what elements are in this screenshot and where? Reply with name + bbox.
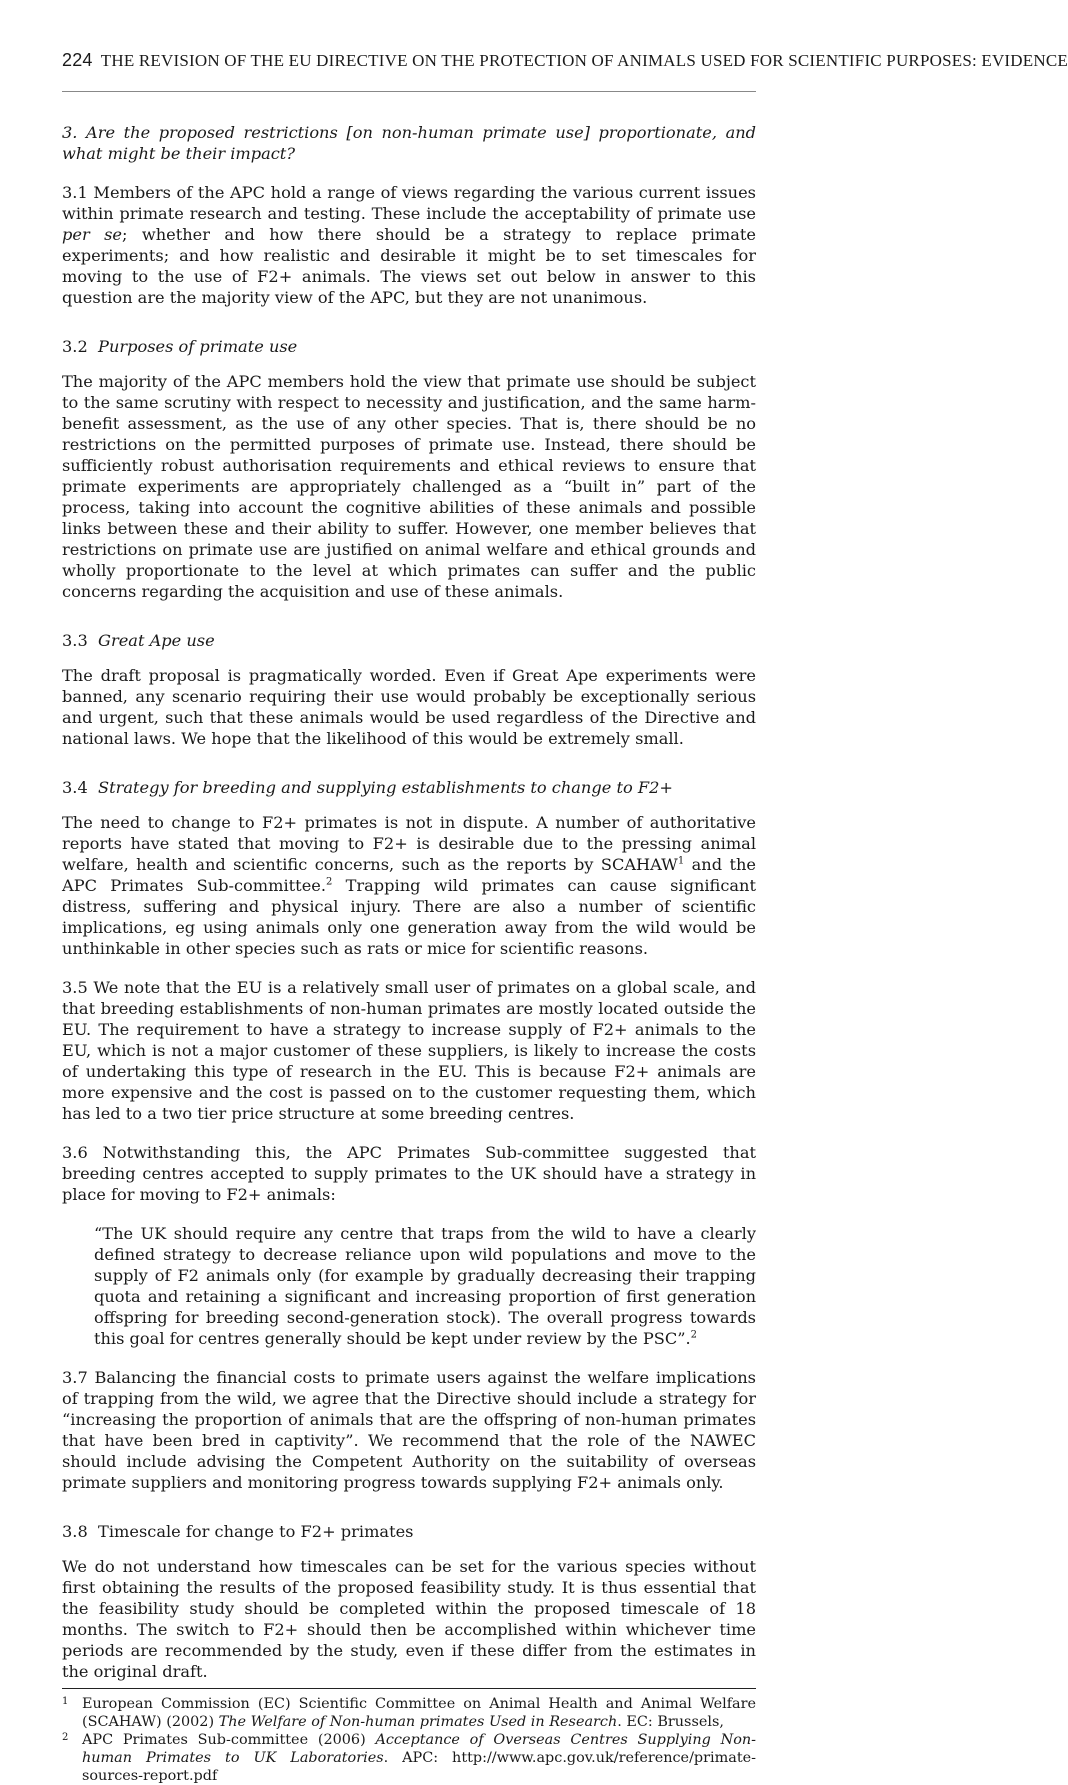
body-text [62,122,756,1682]
footnote-divider [62,1688,756,1689]
section-heading-3-4: 3.4 Strategy for breeding and supplying establishments to change to F2+ [62,778,673,797]
footnote-link: . APC: http://www.apc.gov.uk/reference/primate-sources-report.pdf [82,1750,757,1784]
section-heading-3-2: 3.2 Purposes of primate use [62,337,298,356]
block-quote: “The UK should require any centre that traps from the wild to have a clearly defined strategy to decrease reliance upon wild populations and move to the supply of F2 animals only (for example by gradually decreasing their trapping quota and retaining a significant and increasing proportion of first generation offspring for breeding second-generation stock). The overall progress towards this goal for centres generally should be kept under review by the PSC”.$^2$ [94,1224,756,1348]
footnote-mark: 1 [62,1696,69,1707]
page-number: 224 [62,50,93,70]
paragraph-3-7: 3.7 Balancing the financial costs to primate users against the welfare implications of trapping from the wild, we agree that the Directive should include a strategy for “increasing the proportion of animals that are the offspring of non-human primates that have been bred in captivity”. We recommend that the role of the NAWEC should include advising the Competent Authority on the suitability of overseas primate suppliers and monitoring progress towards supplying F2+ animals only. [62,1368,756,1492]
paragraph-3-1: 3.1 Members of the APC hold a range of views regarding the various current issues within primate research and testing. These include the acceptability of primate use per se; whether and how there should be a strategy to replace primate experiments; and how realistic and desirable it might be to set timescales for moving to the use of F2+ animals. The views set out below in answer to this question are the majority view of the APC, but they are not unanimous. [62,183,756,307]
footnote-ref: 2 [690,1329,698,1341]
section-heading-3-8: 3.8 Timescale for change to F2+ primates [62,1522,414,1541]
question-number: 3. [62,123,78,142]
footnote-ref: 2 [326,876,333,888]
footnote: 1 European Commission (EC) Scientific Committee on Animal Health and Animal Welfare (SCAHAW) (2002) The Welfare of Non-human primates Used in Research. EC: Brussels, [62,1695,756,1731]
running-title: THE REVISION OF THE EU DIRECTIVE ON THE PROTECTION OF ANIMALS USED FOR SCIENTIFIC PURPOSES: EVIDENCE [100,51,1068,70]
paragraph-3-4: The need to change to F2+ primates is not in dispute. A number of authoritative reports have stated that moving to F2+ is desirable due to the pressing animal welfare, health and scientific concerns, such as the reports by SCAHAW$^1$ and the APC Primates Sub-committee.$^2$ Trapping wild primates can cause significant distress, suffering and physical injury. There are also a number of scientific implications, eg using animals only one generation away from the wild would be unthinkable in other species such as rats or mice for scientific reasons. [62,813,756,958]
section-heading-3-3: 3.3 Great Ape use [62,631,215,650]
paragraph-3-3: The draft proposal is pragmatically worded. Even if Great Ape experiments were banned, any scenario requiring their use would probably be exceptionally serious and urgent, such that these animals would be used regardless of the Directive and national laws. We hope that the likelihood of this would be extremely small. [62,666,756,748]
paragraph-3-8: We do not understand how timescales can be set for the various species without first obtaining the results of the proposed feasibility study. It is thus essential that the feasibility study should be completed within the proposed timescale of 18 months. The switch to F2+ should then be accomplished within whichever time periods are recommended by the study, even if these differ from the estimates in the original draft. [62,1557,756,1681]
footnote-ref: 1 [677,855,685,867]
header-divider [62,91,756,92]
paragraph-3-5: 3.5 We note that the EU is a relatively small user of primates on a global scale, and that breeding establishments of non-human primates are mostly located outside the EU. The requirement to have a strategy to increase supply of F2+ animals to the EU, which is not a major customer of these suppliers, is likely to increase the costs of undertaking this type of research in the EU. This is because F2+ animals are more expensive and the cost is passed on to the customer requesting them, which has led to a two tier price structure at some breeding centres. [62,978,756,1123]
paragraph-3-6: 3.6 Notwithstanding this, the APC Primates Sub-committee suggested that breeding centres accepted to supply primates to the UK should have a strategy in place for moving to F2+ animals: [62,1143,756,1204]
footnotes [62,1695,756,1785]
question-heading: 3. Are the proposed restrictions [on non-human primate use] proportionate, and what might be their impact? [62,123,757,163]
footnote-mark: 2 [62,1732,69,1743]
footnote: 2 APC Primates Sub-committee (2006) Acceptance of Overseas Centres Supplying Non-human Primates to UK Laboratories. APC: http://www.apc.gov.uk/reference/primate-sources-report.pdf [62,1731,756,1785]
paragraph-3-2: The majority of the APC members hold the view that primate use should be subject to the same scrutiny with respect to necessity and justification, and the same harm-benefit assessment, as the use of any other species. That is, there should be no restrictions on the permitted purposes of primate use. Instead, there should be sufficiently robust authorisation requirements and ethical reviews to ensure that primate experiments are appropriately challenged as a “built in” part of the process, taking into account the cognitive abilities of these animals and possible links between these and their ability to suffer. However, one member believes that restrictions on primate use are justified on animal welfare and ethical grounds and wholly proportionate to the level at which primates can suffer and the public concerns regarding the acquisition and use of these animals. [62,372,756,601]
running-header [62,50,1068,71]
